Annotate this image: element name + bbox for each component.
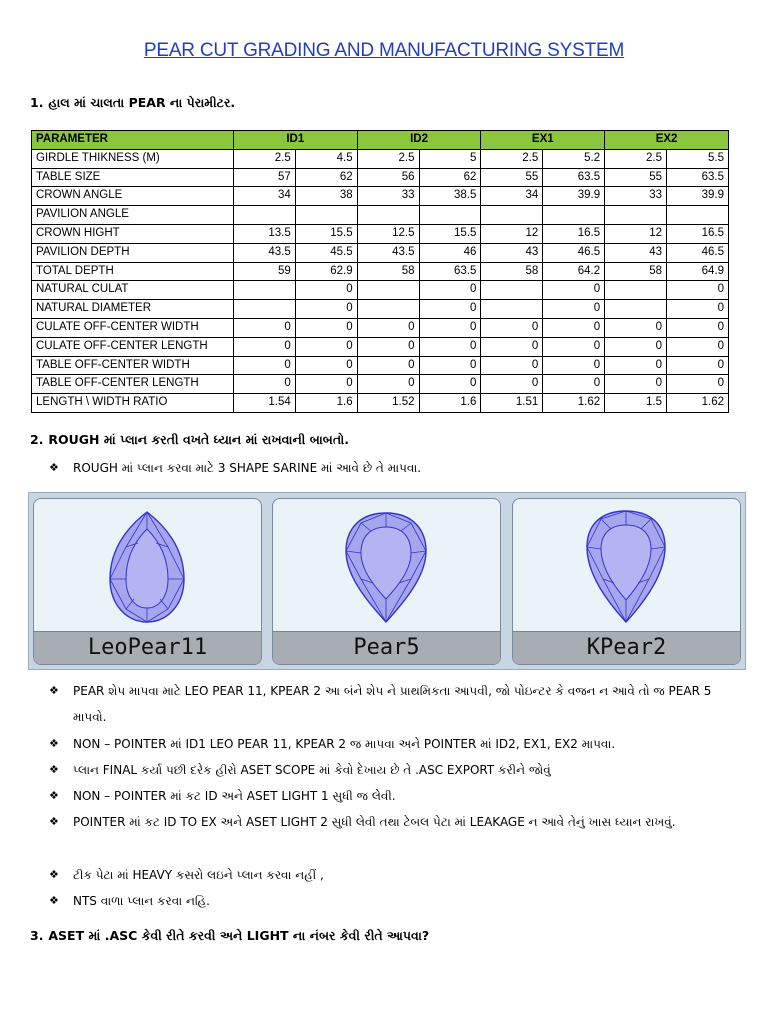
value-cell: 45.5 — [295, 243, 357, 262]
value-cell: 1.62 — [667, 394, 729, 413]
value-cell: 64.2 — [543, 262, 605, 281]
value-cell: 0 — [543, 356, 605, 375]
value-cell: 0 — [481, 375, 543, 394]
parameter-name-cell: TOTAL DEPTH — [32, 262, 234, 281]
value-cell: 0 — [295, 300, 357, 319]
value-cell: 1.6 — [295, 394, 357, 413]
section-1-heading — [30, 95, 235, 111]
section-3-text: ASET માં .ASC કેવી રીતે કરવી અને LIGHT ના નંબર કેવી રીતે આપવા? — [48, 928, 430, 943]
section-3-heading — [30, 928, 429, 944]
table-row — [32, 375, 729, 394]
value-cell: 0 — [295, 281, 357, 300]
table-row — [32, 206, 729, 225]
value-cell: 0 — [357, 356, 419, 375]
value-cell: 0 — [667, 356, 729, 375]
value-cell: 46.5 — [543, 243, 605, 262]
parameter-name-cell: CROWN HIGHT — [32, 224, 234, 243]
pear-gem-icon — [273, 499, 500, 632]
value-cell: 12.5 — [357, 224, 419, 243]
bullet-item — [49, 783, 743, 809]
value-cell: 56 — [357, 168, 419, 187]
value-cell: 2.5 — [357, 149, 419, 168]
value-cell: 0 — [667, 300, 729, 319]
shape-card-kpear2[interactable] — [512, 498, 741, 665]
value-cell — [233, 206, 295, 225]
parameter-name-cell: GIRDLE THIKNESS (M) — [32, 149, 234, 168]
value-cell: 5.5 — [667, 149, 729, 168]
value-cell: 59 — [233, 262, 295, 281]
value-cell: 63.5 — [419, 262, 481, 281]
value-cell: 55 — [481, 168, 543, 187]
value-cell — [605, 281, 667, 300]
value-cell: 33 — [357, 187, 419, 206]
value-cell: 0 — [543, 300, 605, 319]
value-cell: 0 — [481, 337, 543, 356]
table-row — [32, 281, 729, 300]
value-cell: 62.9 — [295, 262, 357, 281]
table-row — [32, 300, 729, 319]
value-cell: 0 — [419, 337, 481, 356]
value-cell — [481, 206, 543, 225]
value-cell: 39.9 — [667, 187, 729, 206]
parameter-name-cell: NATURAL CULAT — [32, 281, 234, 300]
table-row — [32, 149, 729, 168]
value-cell: 55 — [605, 168, 667, 187]
section-2-number: 2. — [30, 432, 44, 447]
value-cell — [357, 206, 419, 225]
table-header-row — [32, 131, 729, 150]
value-cell: 15.5 — [419, 224, 481, 243]
page-title: PEAR CUT GRADING AND MANUFACTURING SYSTEM — [143, 40, 625, 61]
value-cell: 12 — [481, 224, 543, 243]
shape-label: Pear5 — [273, 631, 500, 664]
value-cell — [357, 281, 419, 300]
value-cell: 12 — [605, 224, 667, 243]
value-cell: 0 — [543, 281, 605, 300]
bullet-text: NTS વાળા પ્લાન કરવા નહિ. — [73, 894, 210, 908]
parameter-name-cell: LENGTH \ WIDTH RATIO — [32, 394, 234, 413]
leopear-gem-icon — [34, 499, 261, 632]
value-cell: 0 — [295, 337, 357, 356]
section-1-text: હાલ માં ચાલતા PEAR ના પેરામીટર. — [48, 95, 236, 110]
shape-card-leopear11[interactable] — [33, 498, 262, 665]
value-cell: 34 — [233, 187, 295, 206]
section-2-text: ROUGH માં પ્લાન કરતી વખતે ધ્યાન માં રાખવાની બાબતો. — [48, 432, 350, 447]
parameter-name-cell: NATURAL DIAMETER — [32, 300, 234, 319]
value-cell — [233, 300, 295, 319]
parameter-name-cell: PAVILION DEPTH — [32, 243, 234, 262]
table-row — [32, 394, 729, 413]
value-cell — [295, 206, 357, 225]
value-cell — [543, 206, 605, 225]
value-cell: 46 — [419, 243, 481, 262]
value-cell: 0 — [543, 337, 605, 356]
value-cell: 43 — [481, 243, 543, 262]
value-cell — [605, 206, 667, 225]
value-cell: 15.5 — [295, 224, 357, 243]
value-cell: 0 — [543, 318, 605, 337]
table-row — [32, 187, 729, 206]
value-cell: 13.5 — [233, 224, 295, 243]
value-cell — [481, 281, 543, 300]
bullet-intro — [49, 455, 743, 481]
value-cell: 34 — [481, 187, 543, 206]
diamond-bullet-icon: ❖ — [49, 789, 59, 802]
value-cell: 0 — [605, 318, 667, 337]
value-cell: 0 — [295, 318, 357, 337]
value-cell: 62 — [295, 168, 357, 187]
value-cell: 0 — [357, 337, 419, 356]
header-parameter: PARAMETER — [32, 131, 234, 150]
table-row — [32, 356, 729, 375]
header-id2: ID2 — [357, 131, 481, 150]
value-cell: 63.5 — [543, 168, 605, 187]
value-cell: 1.62 — [543, 394, 605, 413]
value-cell: 0 — [605, 356, 667, 375]
value-cell: 0 — [295, 375, 357, 394]
table-row — [32, 262, 729, 281]
value-cell — [605, 300, 667, 319]
bullet-text: પ્લાન FINAL કર્યા પછી દરેક હીરો ASET SCOPE માં કેવો દેખાય છે તે .ASC EXPORT કરીને જોવું — [73, 763, 551, 777]
value-cell: 2.5 — [605, 149, 667, 168]
value-cell: 0 — [357, 318, 419, 337]
diamond-bullet-icon: ❖ — [49, 461, 59, 474]
bullet-item — [49, 678, 743, 730]
value-cell — [233, 281, 295, 300]
value-cell: 46.5 — [667, 243, 729, 262]
value-cell: 63.5 — [667, 168, 729, 187]
value-cell: 38 — [295, 187, 357, 206]
diamond-bullet-icon: ❖ — [49, 684, 59, 697]
value-cell: 64.9 — [667, 262, 729, 281]
diamond-bullet-icon: ❖ — [49, 815, 59, 828]
value-cell: 0 — [233, 375, 295, 394]
parameter-name-cell: CROWN ANGLE — [32, 187, 234, 206]
diamond-bullet-icon: ❖ — [49, 894, 59, 907]
header-ex1: EX1 — [481, 131, 605, 150]
shape-label: KPear2 — [513, 631, 740, 664]
header-id1: ID1 — [233, 131, 357, 150]
value-cell: 0 — [419, 300, 481, 319]
bullet-item — [49, 731, 743, 757]
value-cell: 1.5 — [605, 394, 667, 413]
value-cell: 2.5 — [233, 149, 295, 168]
value-cell: 39.9 — [543, 187, 605, 206]
section-3-number: 3. — [30, 928, 44, 943]
kpear-gem-icon — [513, 499, 740, 632]
value-cell: 0 — [419, 281, 481, 300]
value-cell: 0 — [605, 337, 667, 356]
bullet-item — [49, 888, 743, 914]
value-cell: 57 — [233, 168, 295, 187]
value-cell: 0 — [357, 375, 419, 394]
bullet-text: NON – POINTER માં કટ ID અને ASET LIGHT 1 સુધી જ લેવી. — [73, 789, 396, 803]
parameter-name-cell: CULATE OFF-CENTER LENGTH — [32, 337, 234, 356]
value-cell: 2.5 — [481, 149, 543, 168]
value-cell: 5 — [419, 149, 481, 168]
section-1-number: 1. — [30, 95, 44, 110]
table-row — [32, 168, 729, 187]
value-cell: 43.5 — [357, 243, 419, 262]
parameter-name-cell: TABLE OFF-CENTER WIDTH — [32, 356, 234, 375]
value-cell: 38.5 — [419, 187, 481, 206]
value-cell: 0 — [295, 356, 357, 375]
diamond-bullet-icon: ❖ — [49, 763, 59, 776]
value-cell: 0 — [667, 375, 729, 394]
value-cell: 0 — [667, 337, 729, 356]
value-cell: 0 — [419, 375, 481, 394]
parameter-name-cell: TABLE OFF-CENTER LENGTH — [32, 375, 234, 394]
parameter-name-cell: PAVILION ANGLE — [32, 206, 234, 225]
bullet-text: PEAR શેપ માપવા માટે LEO PEAR 11, KPEAR 2 આ બંને શેપ ને પ્રાથમિકતા આપવી, જો પોઇન્ટર કે વજન ન આવે તો જ PEAR 5 માપવો. — [73, 684, 712, 724]
bullet-item — [49, 862, 743, 888]
value-cell: 0 — [667, 318, 729, 337]
bullet-item — [49, 757, 743, 783]
value-cell: 0 — [481, 318, 543, 337]
bullet-text: NON – POINTER માં ID1 LEO PEAR 11, KPEAR 2 જ માપવા અને POINTER માં ID2, EX1, EX2 માપવા. — [73, 737, 616, 751]
value-cell: 0 — [419, 356, 481, 375]
diamond-bullet-icon: ❖ — [49, 868, 59, 881]
shape-panel — [28, 492, 746, 670]
table-row — [32, 243, 729, 262]
table-row — [32, 224, 729, 243]
section-2-heading — [30, 432, 349, 448]
value-cell: 0 — [667, 281, 729, 300]
parameter-table — [31, 130, 729, 413]
value-cell: 16.5 — [667, 224, 729, 243]
value-cell: 62 — [419, 168, 481, 187]
value-cell — [357, 300, 419, 319]
value-cell: 0 — [419, 318, 481, 337]
bullet-text: ટીક પેટા માં HEAVY કસરો લઇને પ્લાન કરવા નહીં , — [73, 868, 324, 882]
value-cell: 4.5 — [295, 149, 357, 168]
value-cell: 58 — [357, 262, 419, 281]
value-cell: 1.51 — [481, 394, 543, 413]
value-cell — [481, 300, 543, 319]
header-ex2: EX2 — [605, 131, 729, 150]
value-cell: 16.5 — [543, 224, 605, 243]
value-cell: 0 — [233, 318, 295, 337]
shape-card-pear5[interactable] — [272, 498, 501, 665]
shape-label: LeoPear11 — [34, 631, 261, 664]
bullet-intro-text: ROUGH માં પ્લાન કરવા માટે 3 SHAPE SARINE માં આવે છે તે માપવા. — [73, 461, 422, 475]
diamond-bullet-icon: ❖ — [49, 737, 59, 750]
value-cell: 43.5 — [233, 243, 295, 262]
value-cell — [419, 206, 481, 225]
value-cell: 1.6 — [419, 394, 481, 413]
value-cell: 1.54 — [233, 394, 295, 413]
value-cell: 33 — [605, 187, 667, 206]
value-cell: 0 — [233, 337, 295, 356]
bullet-item — [49, 809, 743, 835]
value-cell: 5.2 — [543, 149, 605, 168]
parameter-name-cell: CULATE OFF-CENTER WIDTH — [32, 318, 234, 337]
bullet-text: POINTER માં કટ ID TO EX અને ASET LIGHT 2 સુધી લેવી તથા ટેબલ પેટા માં LEAKAGE ન આવે તેનું ખાસ ધ્યાન રાખવું. — [73, 815, 676, 829]
value-cell: 0 — [543, 375, 605, 394]
parameter-name-cell: TABLE SIZE — [32, 168, 234, 187]
value-cell: 0 — [605, 375, 667, 394]
value-cell: 1.52 — [357, 394, 419, 413]
table-row — [32, 337, 729, 356]
value-cell — [667, 206, 729, 225]
value-cell: 0 — [233, 356, 295, 375]
value-cell: 43 — [605, 243, 667, 262]
value-cell: 58 — [605, 262, 667, 281]
value-cell: 58 — [481, 262, 543, 281]
value-cell: 0 — [481, 356, 543, 375]
table-row — [32, 318, 729, 337]
